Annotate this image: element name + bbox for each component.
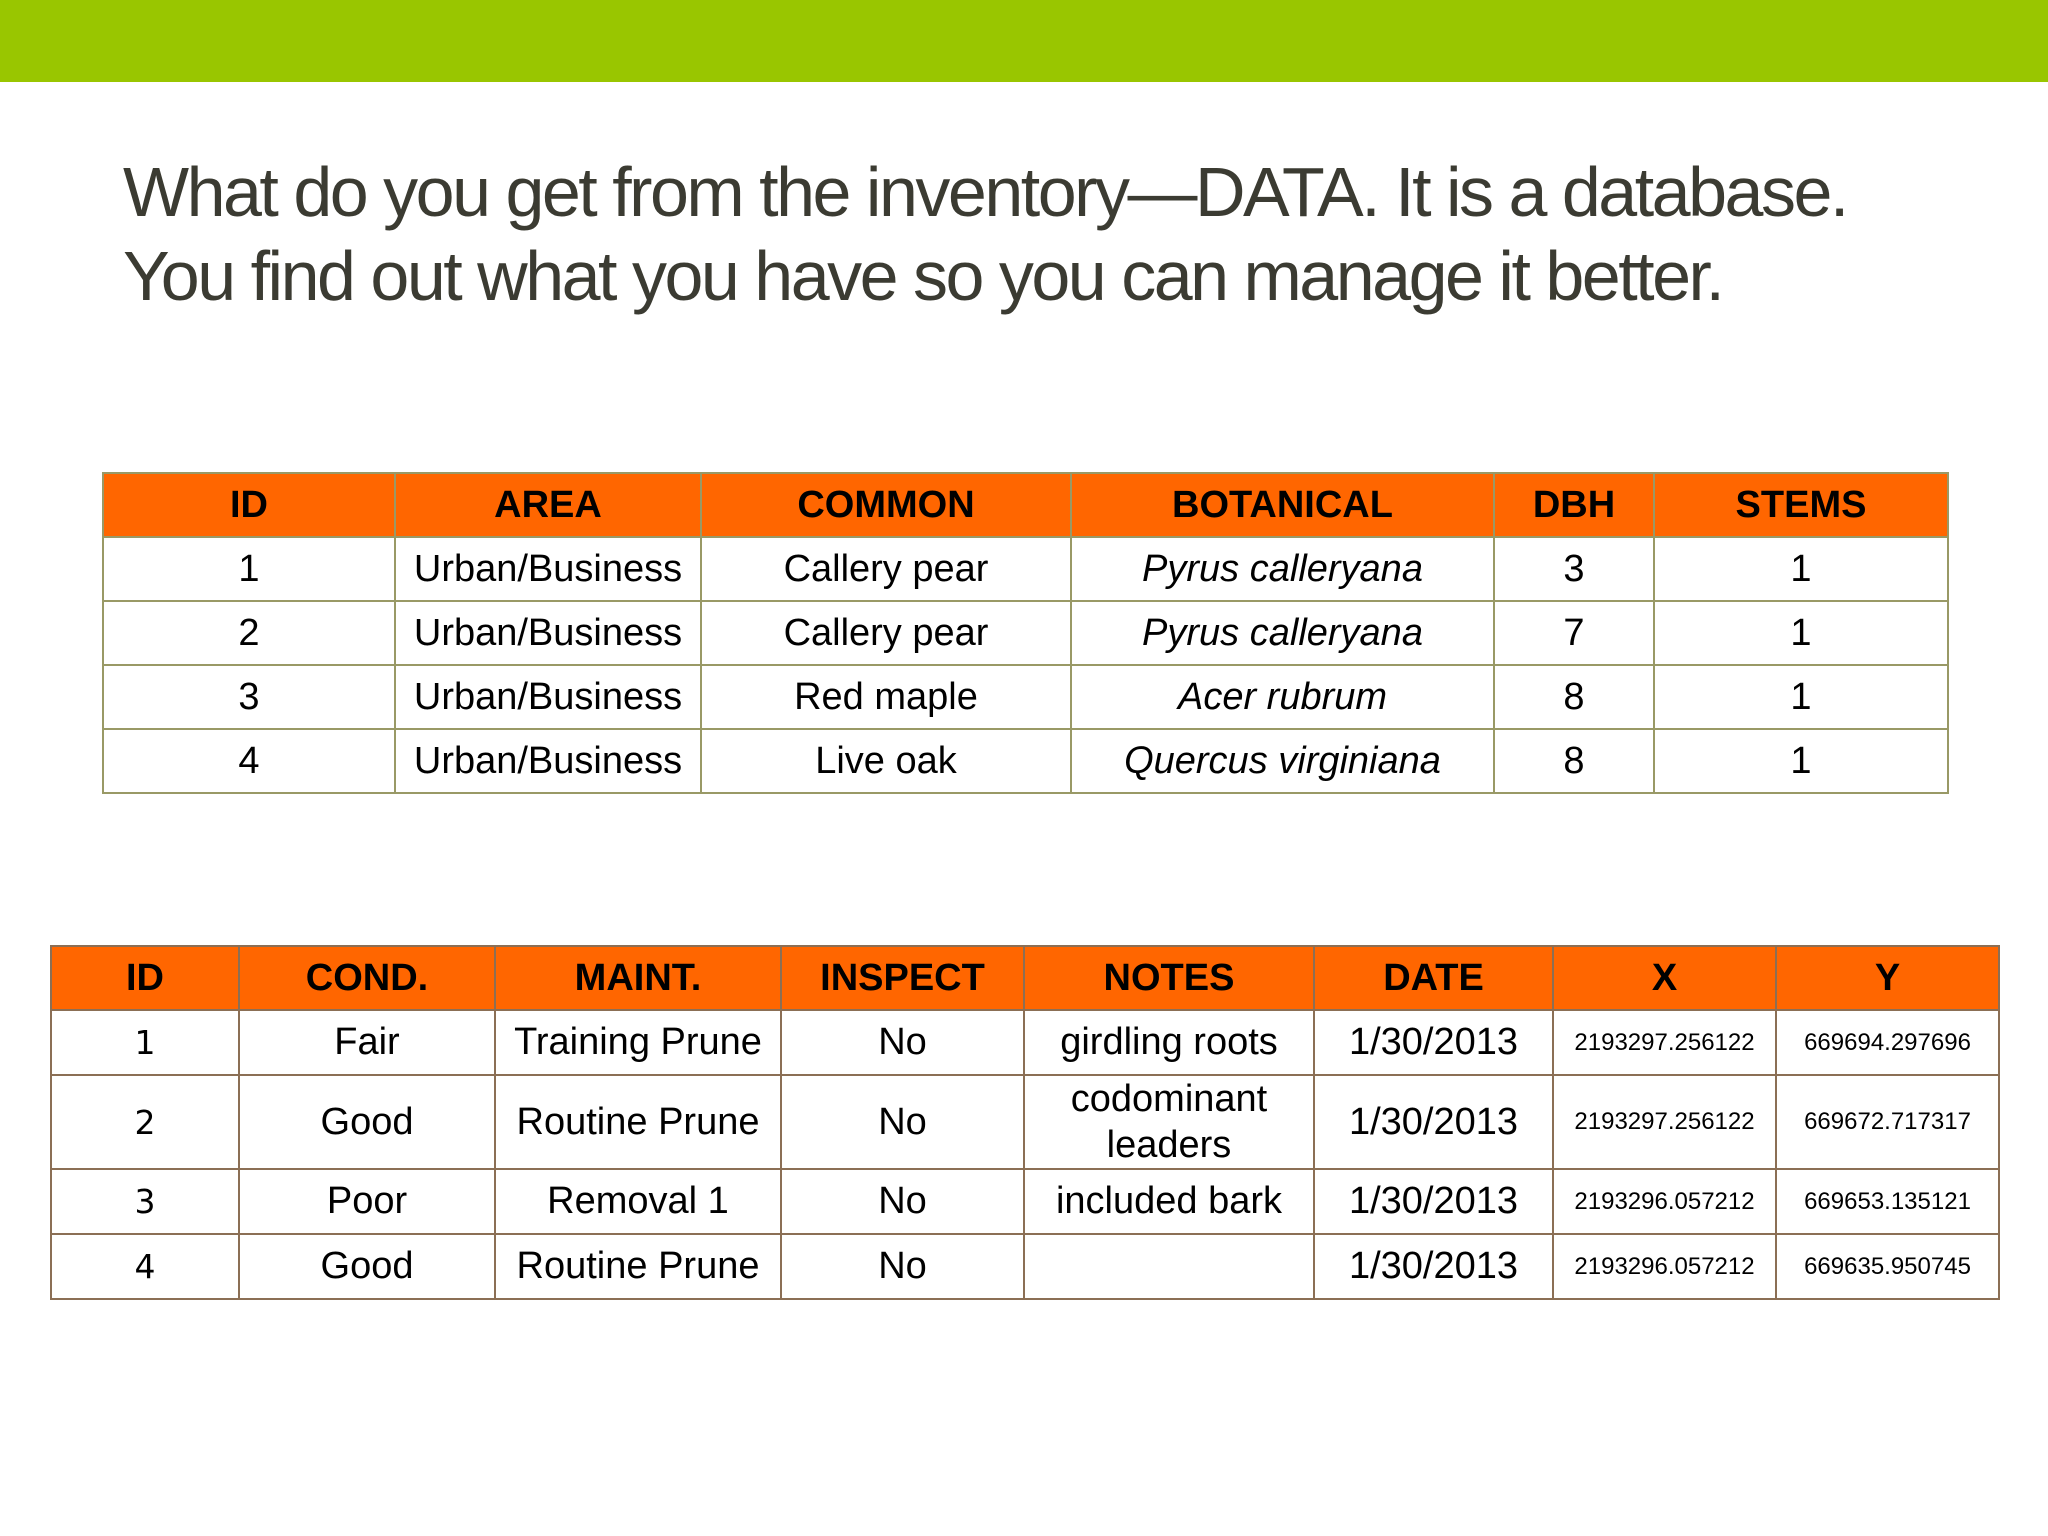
cell-common: Callery pear [701, 601, 1071, 665]
cell-notes: girdling roots [1024, 1010, 1314, 1075]
cell-notes: codominant leaders [1024, 1075, 1314, 1169]
cell-id: 4 [51, 1234, 239, 1299]
cell-y: 669635.950745 [1776, 1234, 1999, 1299]
table-row [51, 1169, 1999, 1234]
cell-cond: Good [239, 1234, 495, 1299]
title-line-2: You find out what you have so you can manage it better. [123, 237, 1723, 315]
maintenance-table [50, 945, 2000, 1300]
cell-common: Live oak [701, 729, 1071, 793]
cell-inspect: No [781, 1010, 1024, 1075]
title-line-1: What do you get from the inventory—DATA. It is a database. [123, 153, 1847, 231]
cell-maint: Routine Prune [495, 1075, 781, 1169]
col-header-inspect: INSPECT [781, 946, 1024, 1010]
cell-x: 2193297.256122 [1553, 1010, 1776, 1075]
table-row [103, 537, 1948, 601]
cell-id: 3 [103, 665, 395, 729]
cell-maint: Routine Prune [495, 1234, 781, 1299]
cell-id: 1 [51, 1010, 239, 1075]
table-header-row [103, 473, 1948, 537]
cell-x: 2193296.057212 [1553, 1234, 1776, 1299]
tree-inventory-table [102, 472, 1949, 794]
table-row [103, 729, 1948, 793]
cell-stems: 1 [1654, 729, 1948, 793]
cell-notes [1024, 1234, 1314, 1299]
cell-inspect: No [781, 1234, 1024, 1299]
cell-botanical: Acer rubrum [1071, 665, 1494, 729]
cell-maint: Training Prune [495, 1010, 781, 1075]
cell-id: 2 [51, 1075, 239, 1169]
table-row [103, 665, 1948, 729]
cell-common: Callery pear [701, 537, 1071, 601]
cell-y: 669653.135121 [1776, 1169, 1999, 1234]
table-row [103, 601, 1948, 665]
cell-id: 3 [51, 1169, 239, 1234]
col-header-stems: STEMS [1654, 473, 1948, 537]
cell-stems: 1 [1654, 537, 1948, 601]
cell-y: 669694.297696 [1776, 1010, 1999, 1075]
col-header-notes: NOTES [1024, 946, 1314, 1010]
slide-title [123, 150, 1973, 318]
cell-area: Urban/Business [395, 665, 701, 729]
cell-x: 2193297.256122 [1553, 1075, 1776, 1169]
cell-dbh: 8 [1494, 665, 1654, 729]
cell-cond: Fair [239, 1010, 495, 1075]
col-header-y: Y [1776, 946, 1999, 1010]
cell-botanical: Pyrus calleryana [1071, 537, 1494, 601]
cell-area: Urban/Business [395, 729, 701, 793]
col-header-common: COMMON [701, 473, 1071, 537]
cell-area: Urban/Business [395, 537, 701, 601]
cell-date: 1/30/2013 [1314, 1075, 1553, 1169]
top-accent-bar [0, 0, 2048, 82]
col-header-dbh: DBH [1494, 473, 1654, 537]
col-header-botanical: BOTANICAL [1071, 473, 1494, 537]
cell-notes: included bark [1024, 1169, 1314, 1234]
cell-stems: 1 [1654, 601, 1948, 665]
cell-cond: Poor [239, 1169, 495, 1234]
cell-dbh: 3 [1494, 537, 1654, 601]
table-row [51, 1234, 1999, 1299]
col-header-id: ID [103, 473, 395, 537]
col-header-maint: MAINT. [495, 946, 781, 1010]
table-row [51, 1075, 1999, 1169]
cell-id: 4 [103, 729, 395, 793]
cell-id: 1 [103, 537, 395, 601]
cell-botanical: Pyrus calleryana [1071, 601, 1494, 665]
cell-botanical: Quercus virginiana [1071, 729, 1494, 793]
col-header-cond: COND. [239, 946, 495, 1010]
col-header-x: X [1553, 946, 1776, 1010]
cell-inspect: No [781, 1169, 1024, 1234]
table-row [51, 1010, 1999, 1075]
cell-id: 2 [103, 601, 395, 665]
cell-stems: 1 [1654, 665, 1948, 729]
cell-x: 2193296.057212 [1553, 1169, 1776, 1234]
cell-date: 1/30/2013 [1314, 1010, 1553, 1075]
cell-date: 1/30/2013 [1314, 1234, 1553, 1299]
table-header-row [51, 946, 1999, 1010]
cell-area: Urban/Business [395, 601, 701, 665]
cell-date: 1/30/2013 [1314, 1169, 1553, 1234]
cell-dbh: 7 [1494, 601, 1654, 665]
cell-inspect: No [781, 1075, 1024, 1169]
cell-y: 669672.717317 [1776, 1075, 1999, 1169]
col-header-id: ID [51, 946, 239, 1010]
cell-maint: Removal 1 [495, 1169, 781, 1234]
col-header-area: AREA [395, 473, 701, 537]
col-header-date: DATE [1314, 946, 1553, 1010]
cell-common: Red maple [701, 665, 1071, 729]
cell-cond: Good [239, 1075, 495, 1169]
cell-dbh: 8 [1494, 729, 1654, 793]
